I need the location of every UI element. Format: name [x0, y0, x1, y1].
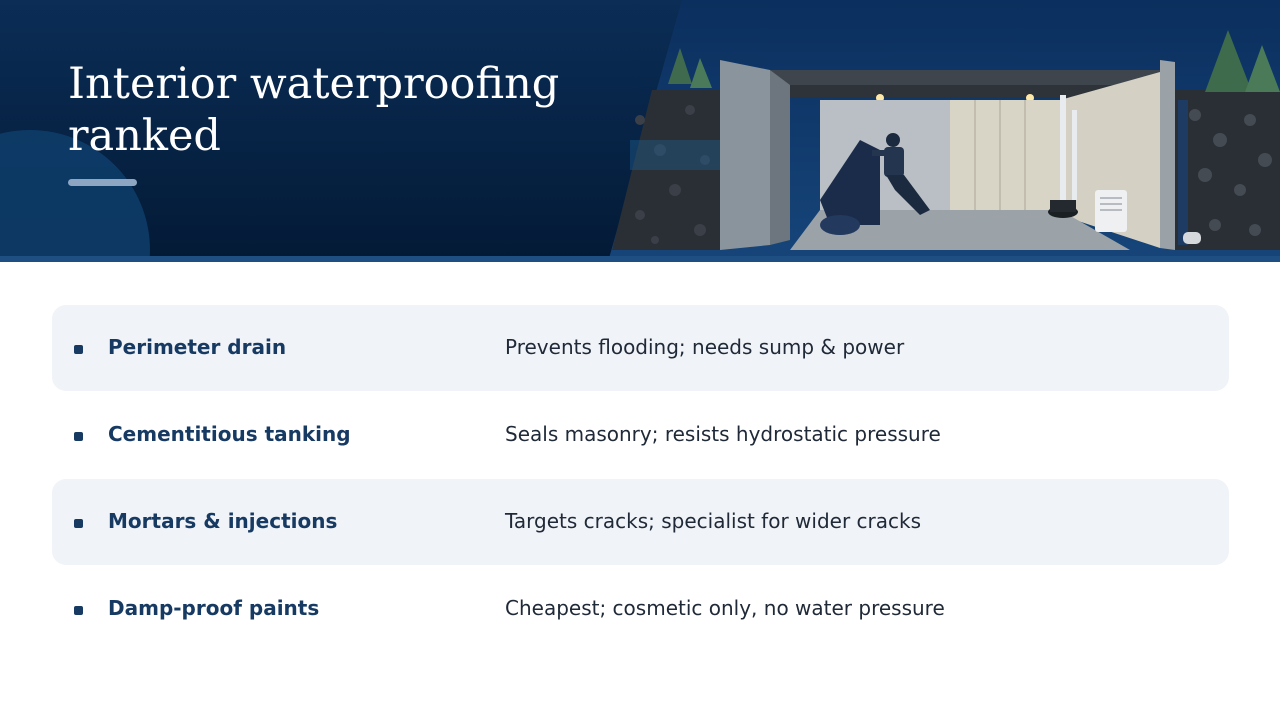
item-title: Mortars & injections: [108, 509, 338, 533]
item-description: Seals masonry; resists hydrostatic pressure: [505, 422, 941, 446]
list-item: [52, 566, 1229, 652]
title-underline: [68, 179, 137, 186]
bullet-icon: [74, 519, 83, 528]
tree-left: [668, 48, 692, 84]
tree-right: [1205, 30, 1252, 92]
item-title: Damp-proof paints: [108, 596, 320, 620]
hero-bottom-border: [0, 256, 1280, 262]
item-description: Cheapest; cosmetic only, no water pressure: [505, 596, 945, 620]
item-title: Perimeter drain: [108, 335, 287, 359]
hero-banner: [0, 0, 1280, 262]
item-description: Prevents flooding; needs sump & power: [505, 335, 905, 359]
list-item: [52, 392, 1229, 478]
bullet-icon: [74, 432, 83, 441]
ranking-list: [52, 305, 1229, 653]
left-wall: [720, 60, 770, 250]
list-item: [52, 479, 1229, 565]
ceiling: [770, 70, 1170, 85]
item-title: Cementitious tanking: [108, 422, 351, 446]
item-description: Targets cracks; specialist for wider cracks: [505, 509, 922, 533]
list-item: [52, 305, 1229, 391]
bullet-icon: [74, 606, 83, 615]
page-title: Interior waterproofing ranked: [68, 59, 560, 161]
bullet-icon: [74, 345, 83, 354]
